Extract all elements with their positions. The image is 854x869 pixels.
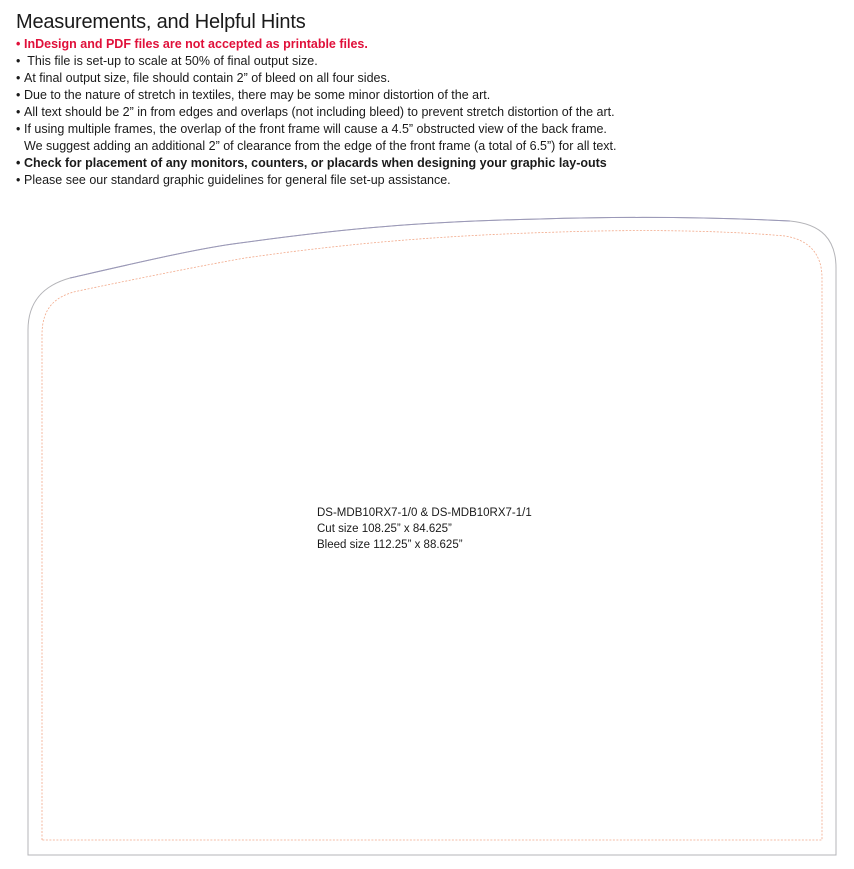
hint-text: Due to the nature of stretch in textiles, there may be some minor distortion of the art. xyxy=(24,88,491,102)
hint-text: At final output size, file should contain 2” of bleed on all four sides. xyxy=(24,71,391,85)
bullet-icon: • xyxy=(16,88,21,102)
hints-title: Measurements, and Helpful Hints xyxy=(16,11,306,33)
hint-text: All text should be 2” in from edges and overlaps (not including bleed) to prevent stretch distortion of the art. xyxy=(24,105,615,119)
hint-text: This file is set-up to scale at 50% of final output size. xyxy=(24,54,318,68)
bullet-icon: • xyxy=(16,37,21,51)
bullet-icon: • xyxy=(16,173,21,187)
hint-text: Please see our standard graphic guidelines for general file set-up assistance. xyxy=(24,173,451,187)
bullet-icon: • xyxy=(16,105,21,119)
hint-text: InDesign and PDF files are not accepted as printable files. xyxy=(24,37,368,51)
bullet-icon: • xyxy=(16,71,21,85)
model-number: DS-MDB10RX7-1/0 & DS-MDB10RX7-1/1 xyxy=(317,507,532,519)
cut-size: Cut size 108.25” x 84.625” xyxy=(317,523,452,535)
hint-text: If using multiple frames, the overlap of the front frame will cause a 4.5” obstructed view of the back frame. xyxy=(24,122,607,136)
bullet-icon: • xyxy=(16,54,21,68)
spec-block xyxy=(317,505,532,553)
hint-text: Check for placement of any monitors, counters, or placards when designing your graphic lay-outs xyxy=(24,156,607,170)
bullet-icon: • xyxy=(16,156,21,170)
bleed-size: Bleed size 112.25” x 88.625” xyxy=(317,539,463,551)
bullet-icon: • xyxy=(16,122,21,136)
bleed-outline-top xyxy=(70,218,790,278)
hint-text: We suggest adding an additional 2” of clearance from the edge of the front frame (a total of 6.5”) for all text. xyxy=(24,139,617,153)
